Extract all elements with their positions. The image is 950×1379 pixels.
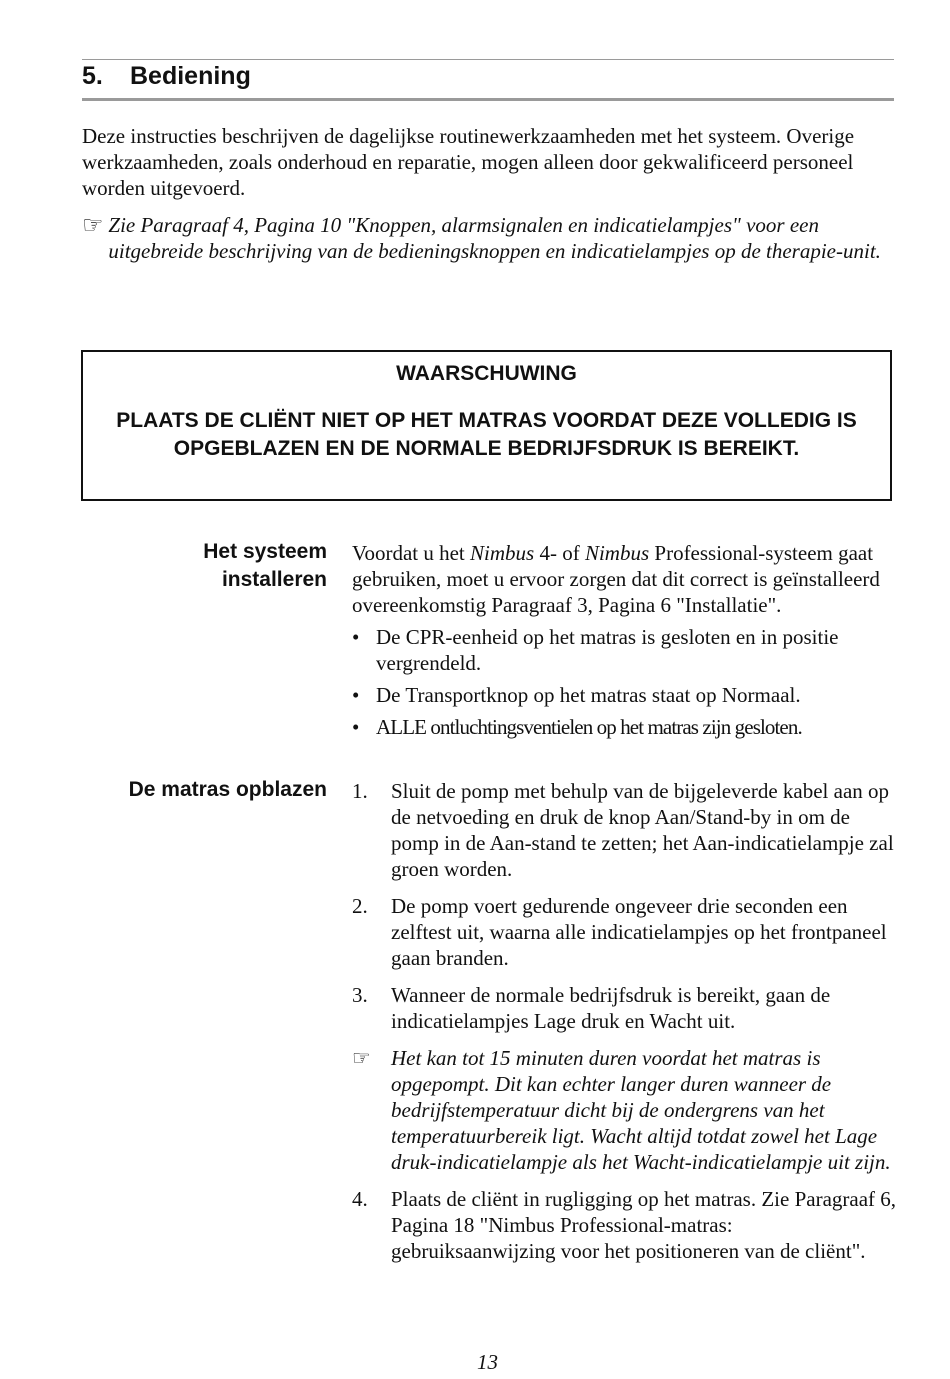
list-item-text: De Transportknop op het matras staat op Normaal. bbox=[376, 683, 801, 707]
bullet-icon: • bbox=[352, 715, 360, 739]
side-heading-inflate-label: De matras opblazen bbox=[128, 778, 327, 801]
warning-title: WAARSCHUWING bbox=[396, 362, 577, 385]
reference-note bbox=[82, 212, 894, 264]
install-text-pre: Voordat u het bbox=[352, 541, 471, 565]
step-text: De pomp voert gedurende ongeveer drie seconden een zelftest uit, waarna alle indicatielampjes op het frontpaneel gaan branden. bbox=[391, 894, 887, 970]
inflate-steps bbox=[352, 778, 897, 1275]
list-item-text: De CPR-eenheid op het matras is gesloten en in positie vergrendeld. bbox=[376, 625, 839, 675]
intro-paragraph bbox=[82, 123, 894, 201]
section-heading bbox=[82, 62, 251, 91]
install-checklist bbox=[352, 624, 897, 740]
top-rule bbox=[82, 59, 894, 60]
install-text-mid: 4- of bbox=[534, 541, 585, 565]
step-text: Plaats de cliënt in rugligging op het matras. Zie Paragraaf 6, Pagina 18 "Nimbus Professional-matras: gebruiksaanwijzing voor het positioneren van de cliënt". bbox=[391, 1187, 897, 1263]
install-text-post: Professional-systeem gaat gebruiken, moet u ervoor zorgen dat dit correct is geïnstalleerd overeenkomstig Paragraaf 3, Pagina 6 "Installatie". bbox=[352, 541, 880, 617]
install-paragraph bbox=[352, 540, 897, 618]
step-number: 1. bbox=[352, 779, 368, 803]
bullet-icon: • bbox=[352, 683, 360, 707]
heading-underline bbox=[82, 98, 894, 101]
step-number: 2. bbox=[352, 894, 368, 918]
warning-box bbox=[81, 350, 892, 501]
numbered-step bbox=[352, 778, 897, 882]
pointing-hand-icon: ☞ bbox=[82, 211, 104, 239]
side-heading-install-line1: Het systeem bbox=[203, 540, 327, 563]
side-heading-inflate bbox=[129, 776, 327, 804]
install-nimbus-a: Nimbus bbox=[470, 541, 535, 565]
inflate-note bbox=[352, 1045, 897, 1175]
list-item-text: ALLE ontluchtingsventielen op het matras zijn gesloten. bbox=[376, 715, 802, 739]
list-item bbox=[352, 624, 897, 676]
bullet-icon: • bbox=[352, 625, 360, 649]
pointing-hand-icon: ☞ bbox=[352, 1046, 371, 1070]
install-nimbus-b: Nimbus bbox=[584, 541, 650, 565]
step-number: 4. bbox=[352, 1187, 368, 1211]
reference-note-text: Zie Paragraaf 4, Pagina 10 "Knoppen, alarmsignalen en indicatielampjes" voor een uitgebreide beschrijving van de bedieningsknoppen en indicatielampjes op de therapie-unit. bbox=[108, 213, 881, 263]
step-number: 3. bbox=[352, 983, 368, 1007]
side-heading-install bbox=[203, 538, 327, 594]
list-item bbox=[352, 682, 897, 708]
step-text: Wanneer de normale bedrijfsdruk is bereikt, gaan de indicatielampjes Lage druk en Wacht uit. bbox=[391, 983, 831, 1033]
install-section bbox=[352, 540, 897, 746]
warning-body: PLAATS DE CLIËNT NIET OP HET MATRAS VOORDAT DEZE VOLLEDIG IS OPGEBLAZEN EN DE NORMALE BEDRIJFSDRUK IS BEREIKT. bbox=[116, 409, 857, 460]
step-text: Sluit de pomp met behulp van de bijgeleverde kabel aan op de netvoeding en druk de knop Aan/Stand-by in om de pomp in de Aan-stand te zetten; het Aan-indicatielampje zal groen worden. bbox=[391, 779, 894, 881]
numbered-step bbox=[352, 1186, 897, 1264]
section-title: Bediening bbox=[130, 62, 251, 90]
intro-text: Deze instructies beschrijven de dagelijkse routinewerkzaamheden met het systeem. Overige werkzaamheden, zoals onderhoud en reparatie, mogen alleen door gekwalificeerd personeel worden uitgevoerd. bbox=[82, 124, 855, 200]
list-item bbox=[352, 714, 897, 740]
section-number: 5. bbox=[82, 62, 103, 90]
page-number: 13 bbox=[477, 1350, 498, 1374]
side-heading-install-line2: installeren bbox=[221, 568, 327, 591]
inflate-note-text: Het kan tot 15 minuten duren voordat het matras is opgepompt. Dit kan echter langer duren wanneer de bedrijfstemperatuur dicht bij de ondergrens van het temperatuurbereik ligt. Wacht altijd totdat zowel het Lage druk-indicatielampje als het Wacht-indicatielampje uit zijn. bbox=[391, 1046, 891, 1174]
numbered-step bbox=[352, 893, 897, 971]
numbered-step bbox=[352, 982, 897, 1034]
